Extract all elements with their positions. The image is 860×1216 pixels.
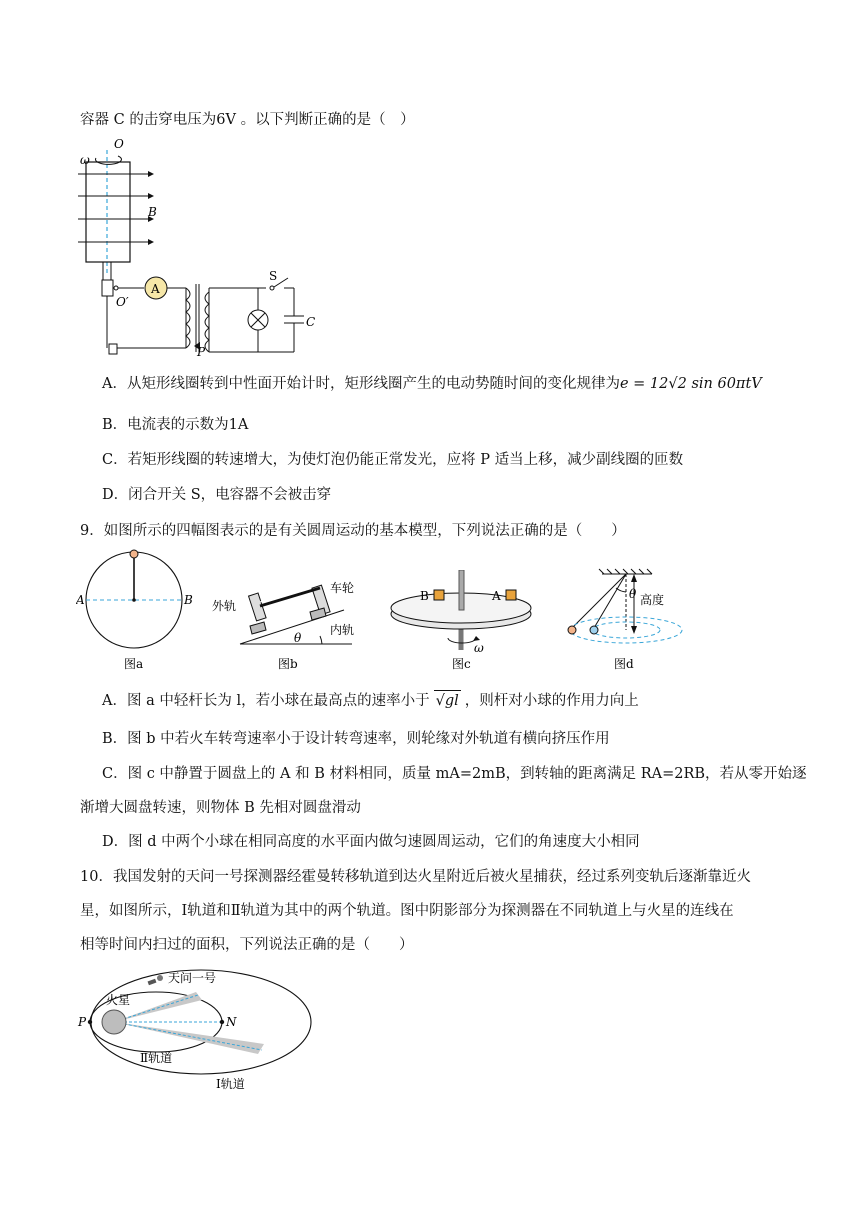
figd-theta-label: θ — [629, 587, 637, 601]
q9-figure-d — [562, 566, 722, 674]
C-label: C — [306, 315, 316, 329]
q9-stem: 9．如图所示的四幅图表示的是有关圆周运动的基本模型，下列说法正确的是（ ） — [80, 523, 626, 539]
q9-option-b: B．图 b 中若火车转弯速率小于设计转弯速率，则轮缘对外轨道有横向挤压作用 — [102, 731, 610, 747]
O-label: O — [114, 137, 124, 151]
q9-option-c-line1: C．图 c 中静置于圆盘上的 A 和 B 材料相同，质量 mA=2mB，到转轴的距离满足 RA=2RB，若从零开始逐 — [102, 766, 807, 782]
q8-option-a: A．从矩形线圈转到中性面开始计时，矩形线圈产生的电动势随时间的变化规律为e = 12√2 sin 60πtV — [102, 376, 762, 392]
O-prime-label: O′ — [116, 295, 129, 309]
q10-stem-line2: 星，如图所示，Ⅰ轨道和Ⅱ轨道为其中的两个轨道。图中阴影部分为探测器在不同轨道上与火星的连线在 — [80, 903, 734, 919]
figc-A-label: A — [492, 589, 501, 603]
figa-B-label: B — [184, 593, 193, 607]
figc-caption: 图c — [452, 657, 471, 671]
q9-figure-b — [212, 566, 362, 674]
P-label: P — [197, 345, 206, 359]
ammeter-label: A — [151, 282, 160, 296]
figa-caption: 图a — [124, 657, 144, 671]
orbit2-label: Ⅱ轨道 — [140, 1051, 173, 1065]
q9-figure-c — [388, 570, 538, 674]
q8-circuit-figure — [76, 136, 336, 364]
figb-theta-label: θ — [294, 631, 302, 645]
mars-label: 火星 — [106, 993, 131, 1007]
orbit1-label: Ⅰ轨道 — [216, 1077, 245, 1091]
orbit-P-label: P — [78, 1015, 87, 1029]
S-label: S — [269, 269, 278, 283]
figb-caption: 图b — [278, 657, 298, 671]
q8-option-c: C．若矩形线圈的转速增大，为使灯泡仍能正常发光，应将 P 适当上移，减少副线圈的匝数 — [102, 452, 684, 468]
probe-icon — [148, 975, 163, 985]
q8-option-b: B．电流表的示数为1A — [102, 417, 249, 433]
q8-option-d: D．闭合开关 S，电容器不会被击穿 — [102, 487, 332, 503]
q10-stem-line1: 10．我国发射的天问一号探测器经霍曼转移轨道到达火星附近后被火星捕获，经过系列变轨后逐渐靠近火 — [80, 869, 751, 885]
figd-caption: 图d — [614, 657, 634, 671]
figa-A-label: A — [76, 593, 85, 607]
figb-inner-rail: 内轨 — [330, 623, 355, 637]
figc-omega-label: ω — [474, 641, 484, 655]
probe-label: 天问一号 — [168, 971, 217, 985]
q8-stem-tail: 容器 C 的击穿电压为6V 。以下判断正确的是（ ） — [80, 112, 415, 128]
figc-B-label: B — [420, 589, 429, 603]
B-label: B — [148, 205, 157, 219]
orbit-N-label: N — [226, 1015, 237, 1029]
q9-option-d: D．图 d 中两个小球在相同高度的水平面内做匀速圆周运动，它们的角速度大小相同 — [102, 834, 640, 850]
q10-stem-line3: 相等时间内扫过的面积，下列说法正确的是（ ） — [80, 937, 414, 953]
figb-outer-rail: 外轨 — [212, 599, 237, 613]
q9-figure-a — [76, 548, 206, 674]
q9-option-c-line2: 渐增大圆盘转速，则物体 B 先相对圆盘滑动 — [80, 800, 361, 816]
q10-orbit-figure — [76, 966, 316, 1094]
figd-height-label: 高度 — [640, 593, 665, 607]
omega-label: ω — [80, 153, 90, 167]
q9-option-a: A．图 a 中轻杆长为 l，若小球在最高点的速率小于 √gl ，则杆对小球的作用力向上 — [102, 690, 639, 711]
figb-wheel: 车轮 — [330, 581, 355, 595]
